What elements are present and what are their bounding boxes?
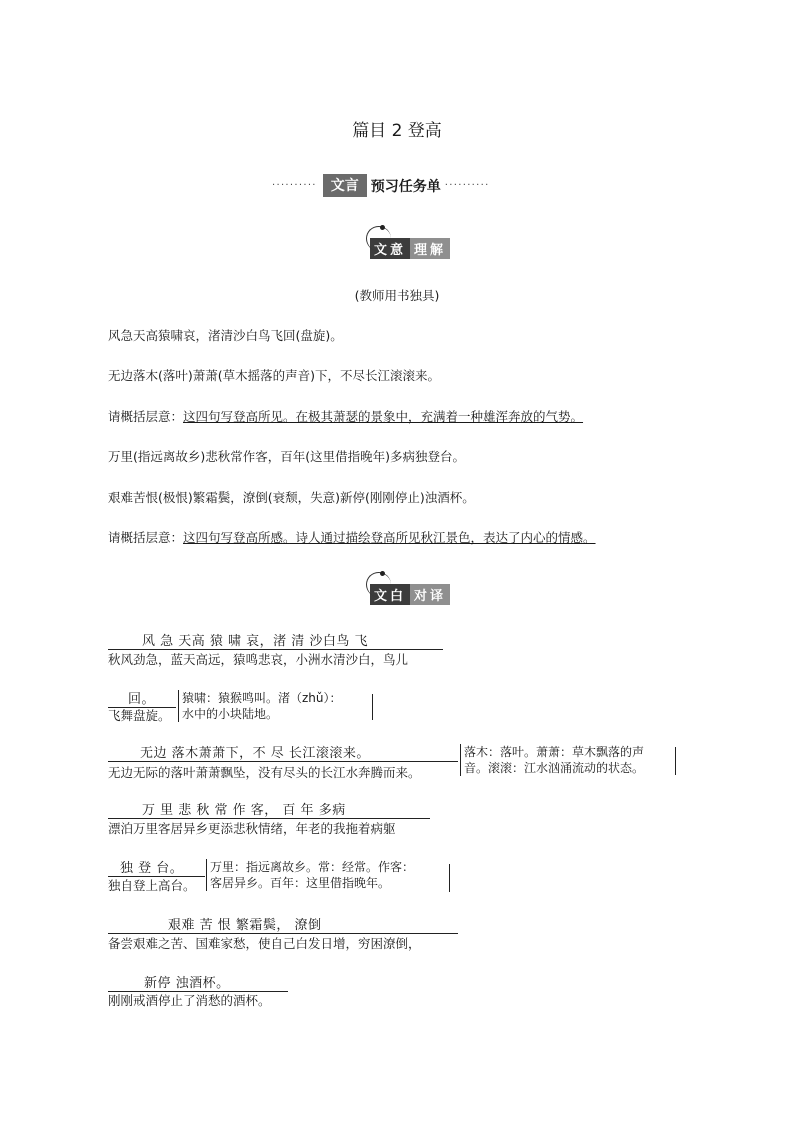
section-heading-dark: 文意: [370, 238, 410, 259]
translation-line: 秋风劲急，蓝天高远，猿鸣悲哀，小洲水清沙白，鸟儿: [108, 652, 409, 667]
annotation-line: 猿啸：猿猴鸣叫。渚（zhǔ）：: [182, 691, 342, 705]
annotation-bracket: [449, 864, 450, 892]
line-5: 艰难苦恨(极恨)繁霜鬓，潦倒(衰颓，失意)新停(刚刚停止)浊酒杯。: [108, 490, 475, 505]
annotation-note: [460, 744, 644, 776]
section-heading-dark: 文白: [370, 584, 410, 605]
annotation-note: [178, 690, 342, 722]
summary-answer: 这四句写登高所见。在极其萧瑟的景象中，充满着一种雄浑奔放的气势。: [183, 409, 584, 424]
dot-decoration-icon: [380, 571, 385, 576]
banner-text: 预习任务单: [370, 178, 441, 195]
translation-line: 飞舞盘旋。: [108, 708, 171, 723]
arc-decoration-icon: [366, 226, 391, 251]
line-4: 万里(指远离故乡)悲秋常作客，百年(这里借指晚年)多病独登台。: [108, 449, 466, 464]
original-line: 艰难 苦 恨 繁霜鬓， 潦倒: [108, 914, 458, 934]
annotation-bracket: [675, 747, 676, 775]
original-line: 万 里 悲 秋 常 作 客， 百 年 多病: [108, 799, 430, 819]
translation-line: 备尝艰难之苦、国难家愁，使自己白发日增，穷困潦倒，: [108, 936, 421, 951]
line-2: 无边落木(落叶)萧萧(草木摇落的声音)下，不尽长江滚滚来。: [108, 368, 441, 383]
banner-dots-left: ··········: [272, 180, 317, 191]
translation-line: 漂泊万里客居异乡更添悲秋情绪，年老的我拖着病躯: [108, 821, 396, 836]
annotation-note: [206, 859, 414, 891]
summary-answer: 这四句写登高所感。诗人通过描绘登高所见秋江景色，表达了内心的情感。: [183, 530, 596, 545]
annotation-line: 音。滚滚：江水汹涌流动的状态。: [464, 761, 645, 775]
original-line: 新停 浊酒杯。: [108, 972, 288, 992]
banner-pill: 文言: [323, 174, 367, 197]
annotation-bracket: [372, 694, 373, 720]
summary-1: [108, 407, 583, 425]
original-line: 无边 落木萧萧下，不 尽 长江滚滚来。: [108, 742, 458, 762]
section-banner: [272, 174, 490, 197]
banner-dots-right: ··········: [444, 180, 490, 191]
translation-line: 独自登上高台。: [108, 878, 196, 893]
summary-2: [108, 528, 596, 546]
section-heading-light: 对译: [410, 584, 450, 605]
annotation-line: 水中的小块陆地。: [182, 707, 279, 721]
teacher-note: (教师用书独具): [354, 288, 440, 303]
original-line: 回。: [108, 688, 176, 708]
page-title: 篇目 2 登高: [352, 121, 442, 141]
translation-line: 刚刚戒酒停止了消愁的酒杯。: [108, 993, 271, 1008]
original-line: 风 急 天高 猿 啸 哀，渚 清 沙白鸟 飞: [108, 630, 443, 650]
line-1: 风急天高猿啸哀，渚清沙白鸟飞回(盘旋)。: [108, 328, 343, 343]
section-heading-translation: [370, 584, 450, 605]
section-heading-meaning: [370, 238, 450, 259]
original-line: 独 登 台。: [108, 857, 205, 877]
annotation-line: 客居异乡。百年：这里借指晚年。: [210, 876, 391, 890]
arc-decoration-icon: [366, 572, 391, 597]
annotation-line: 万里：指远离故乡。常：经常。作客：: [210, 860, 415, 874]
dot-decoration-icon: [380, 225, 385, 230]
summary-label: 请概括层意：: [108, 409, 184, 424]
translation-line: 无边无际的落叶萧萧飘坠，没有尽头的长江水奔腾而来。: [108, 765, 421, 780]
section-heading-light: 理解: [410, 238, 450, 259]
annotation-line: 落木：落叶。萧萧：草木飘落的声: [464, 745, 645, 759]
summary-label: 请概括层意：: [108, 530, 184, 545]
